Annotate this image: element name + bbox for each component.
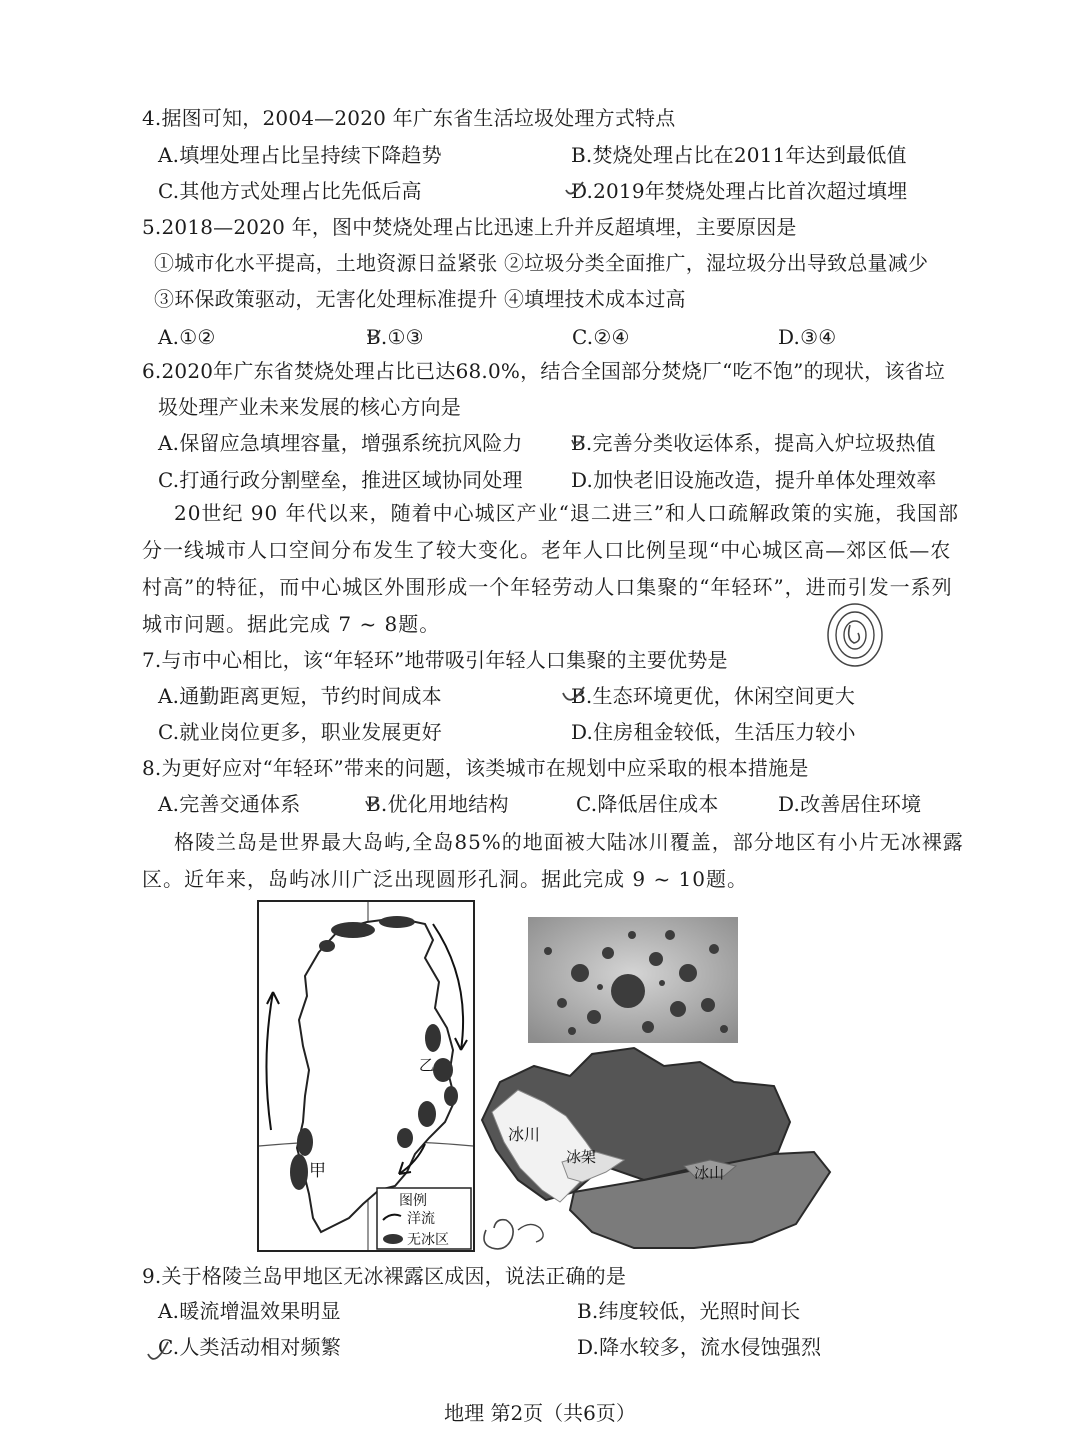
passage-greenland: 格陵兰岛是世界最大岛屿,全岛85%的地面被大陆冰川覆盖，部分地区有小片无冰裸露区。近年来，岛屿冰川广泛出现圆形孔洞。据此完成 9 ~ 10题。 [142, 830, 964, 891]
q9-option-c: C.人类活动相对频繁 [158, 1335, 341, 1359]
label-iceberg: 冰山 [694, 1164, 725, 1182]
q5-statements-2: ③环保政策驱动，无害化处理标准提升 ④填埋技术成本过高 [154, 287, 686, 311]
q8-option-b: B.优化用地结构 [366, 792, 509, 816]
q8-option-d: D.改善居住环境 [778, 792, 922, 816]
q4-option-d: D.2019年焚烧处理占比首次超过填埋 [571, 179, 908, 203]
pencil-check-mark-icon [146, 1340, 172, 1368]
pencil-doodle-icon [478, 1208, 558, 1256]
q9-option-a: A.暖流增温效果明显 [158, 1299, 341, 1323]
pencil-tick-icon [366, 328, 384, 346]
q9-stem: 9.关于格陵兰岛甲地区无冰裸露区成因，说法正确的是 [142, 1264, 627, 1288]
legend-icefree-label: 无冰区 [407, 1232, 449, 1248]
q8-option-c: C.降低居住成本 [576, 792, 719, 816]
q6-stem-line2: 圾处理产业未来发展的核心方向是 [158, 395, 461, 419]
legend-icefree-swatch [383, 1234, 403, 1244]
pencil-check-mark-icon [563, 178, 587, 202]
q7-option-b: B.生态环境更优，休闲空间更大 [571, 684, 856, 708]
q5-statements-1: ①城市化水平提高，土地资源日益紧张 ②垃圾分类全面推广，湿垃圾分出导致总量减少 [154, 251, 929, 275]
pencil-check-mark-icon [560, 683, 588, 709]
label-glacier: 冰川 [508, 1125, 541, 1144]
q4-option-b: B.焚烧处理占比在2011年达到最低值 [571, 143, 907, 167]
q5-option-d: D.③④ [778, 325, 837, 349]
legend-current-label: 洋流 [407, 1211, 435, 1227]
greenland-map [257, 900, 475, 1252]
page-footer: 地理 第2页（共6页） [444, 1401, 636, 1425]
q4-stem: 4.据图可知，2004—2020 年广东省生活垃圾处理方式特点 [142, 106, 676, 130]
q8-option-a: A.完善交通体系 [158, 792, 301, 816]
ice-holes-image [528, 917, 738, 1043]
legend-title: 图例 [399, 1193, 427, 1209]
q6-option-a: A.保留应急填埋容量，增强系统抗风险力 [158, 431, 523, 455]
q6-option-b: B.完善分类收运体系，提高入炉垃圾热值 [571, 431, 936, 455]
label-ice-shelf: 冰架 [566, 1148, 597, 1166]
pencil-circle-doodle-icon [820, 595, 890, 673]
q6-option-d: D.加快老旧设施改造，提升单体处理效率 [571, 468, 937, 492]
q9-option-b: B.纬度较低，光照时间长 [577, 1299, 801, 1323]
q7-option-c: C.就业岗位更多，职业发展更好 [158, 720, 442, 744]
q5-option-a: A.①② [158, 325, 216, 349]
q8-stem: 8.为更好应对“年轻环”带来的问题，该类城市在规划中应采取的根本措施是 [142, 756, 809, 780]
q5-stem: 5.2018—2020 年，图中焚烧处理占比迅速上升并反超填埋，主要原因是 [142, 215, 797, 239]
q6-option-c: C.打通行政分割壁垒，推进区域协同处理 [158, 468, 523, 492]
q7-stem: 7.与市中心相比，该“年轻环”地带吸引年轻人口集聚的主要优势是 [142, 648, 728, 672]
q5-option-c: C.②④ [572, 325, 630, 349]
label-jia: 甲 [309, 1161, 326, 1181]
q6-stem-line1: 6.2020年广东省焚烧处理占比已达68.0%，结合全国部分焚烧厂“吃不饱”的现状，该省垃 [142, 359, 945, 383]
pencil-tick-icon [570, 434, 588, 452]
q4-option-a: A.填埋处理占比呈持续下降趋势 [158, 143, 442, 167]
q7-option-a: A.通勤距离更短，节约时间成本 [158, 684, 442, 708]
pencil-tick-icon [364, 795, 382, 813]
q9-option-d: D.降水较多，流水侵蚀强烈 [577, 1335, 822, 1359]
q4-option-c: C.其他方式处理占比先低后高 [158, 179, 422, 203]
passage-young-ring: 20世纪 90 年代以来，随着中心城区产业“退二进三”和人口疏解政策的实施，我国部分一线城市人口空间分布发生了较大变化。老年人口比例呈现“中心城区高—郊区低—农村高”的特征，而中心城区外围形成一个年轻劳动人口集聚的“年轻环”，进而引发一系列城市问题。据此完成 7 ~ 8题。 [142, 501, 960, 636]
q7-option-d: D.住房租金较低，生活压力较小 [571, 720, 856, 744]
q5-option-b: B.①③ [366, 325, 424, 349]
label-yi: 乙 [419, 1056, 435, 1074]
